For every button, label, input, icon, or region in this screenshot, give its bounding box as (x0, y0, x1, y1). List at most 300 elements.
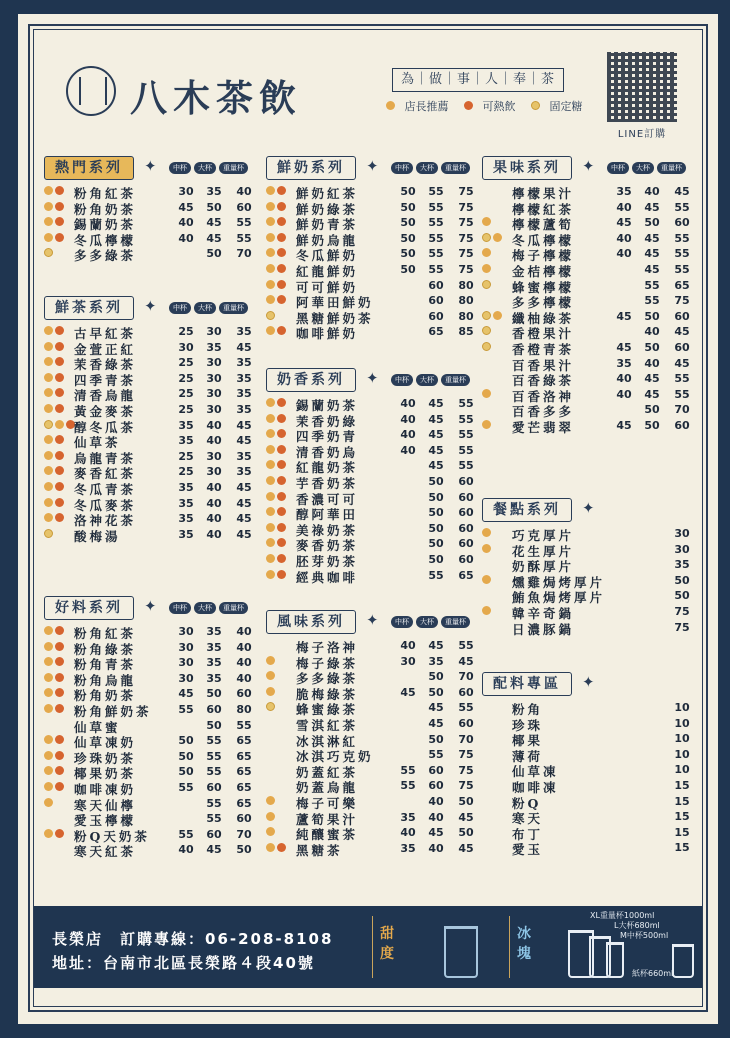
item-price-l: 45 (428, 716, 444, 730)
menu-item[interactable] (266, 810, 474, 827)
menu-item[interactable] (266, 309, 474, 326)
hot-icon (55, 642, 64, 651)
item-icons (266, 570, 294, 585)
item-price-m: 25 (178, 387, 194, 401)
menu-item[interactable] (44, 464, 252, 482)
menu-item[interactable] (482, 840, 690, 858)
recommend-icon (266, 248, 275, 257)
item-price-xl: 55 (674, 372, 690, 386)
size-header-m: 中杯 (169, 162, 191, 174)
item-price-l: 50 (206, 687, 222, 701)
menu-item[interactable] (266, 685, 474, 702)
menu-item[interactable] (44, 231, 252, 248)
menu-section (482, 672, 690, 858)
item-price-xl: 75 (458, 748, 474, 762)
recommend-icon (44, 202, 53, 211)
item-price-xl: 50 (458, 794, 474, 808)
item-price-xl: 75 (458, 779, 474, 793)
item-name: 冰淇巧克奶 (296, 749, 374, 765)
item-name: 錫蘭奶茶 (296, 398, 359, 413)
item-price-m: 45 (178, 200, 194, 214)
menu-item[interactable] (266, 184, 474, 201)
menu-item[interactable] (266, 568, 474, 585)
item-price-m: 55 (178, 780, 194, 794)
recommend-icon (44, 782, 53, 791)
item-price-xl: 75 (458, 216, 474, 230)
menu-item[interactable] (266, 231, 474, 248)
menu-item[interactable] (266, 443, 474, 460)
menu-item[interactable] (482, 402, 690, 420)
menu-item[interactable] (44, 511, 252, 529)
size-header-m: 中杯 (391, 616, 413, 628)
menu-item[interactable] (44, 496, 252, 513)
size-header-l: 大杯 (194, 162, 216, 174)
item-price-l: 50 (428, 490, 444, 504)
menu-item[interactable] (266, 700, 474, 718)
item-price-m: 40 (178, 843, 194, 857)
menu-section (44, 156, 252, 264)
recommend-icon (266, 280, 275, 289)
menu-item[interactable] (482, 340, 690, 357)
item-price-xl: 65 (236, 734, 252, 748)
item-price-xl: 70 (458, 670, 474, 684)
hot-icon (277, 248, 286, 257)
menu-item[interactable] (44, 764, 252, 782)
item-name: 咖啡凍 (512, 779, 559, 795)
menu-item[interactable] (482, 809, 690, 827)
menu-item[interactable] (482, 700, 690, 717)
item-price-l: 60 (428, 294, 444, 308)
item-name: 鮮奶綠茶 (296, 201, 359, 217)
item-price-xl: 60 (674, 340, 690, 354)
menu-item[interactable] (482, 215, 690, 233)
item-price-xl: 35 (236, 402, 252, 416)
item-name: 寒天紅茶 (74, 844, 137, 860)
item-name: 仙草蜜 (74, 719, 121, 735)
menu-item[interactable] (266, 458, 474, 476)
menu-item[interactable] (44, 480, 252, 497)
menu-item[interactable] (44, 780, 252, 797)
item-price-m: 50 (178, 734, 194, 748)
hot-icon (277, 523, 286, 532)
item-price-l: 40 (206, 527, 222, 541)
item-price-m: 40 (178, 231, 194, 245)
menu-item[interactable] (44, 811, 252, 829)
hot-icon (277, 217, 286, 226)
section-title: 好料系列 (44, 596, 134, 620)
menu-item[interactable] (266, 215, 474, 233)
section-header (482, 672, 687, 696)
hot-icon (55, 482, 64, 491)
menu-item[interactable] (482, 604, 690, 621)
recommend-icon (266, 656, 275, 665)
item-name: 粉角紅茶 (74, 626, 137, 641)
item-price-xl: 65 (458, 568, 474, 582)
section-title: 風味系列 (266, 610, 356, 634)
menu-item[interactable] (44, 702, 252, 719)
size-headers (166, 162, 248, 174)
menu-item[interactable] (482, 418, 690, 435)
item-price-xl: 55 (236, 231, 252, 245)
hot-icon (55, 735, 64, 744)
menu-item[interactable] (44, 842, 252, 860)
item-name: 檸檬蘆筍 (512, 217, 575, 233)
menu-item[interactable] (482, 747, 690, 764)
recommend-icon (266, 570, 275, 579)
hot-icon (55, 342, 64, 351)
item-price-l: 40 (644, 325, 660, 339)
item-name: 粉角紅茶 (74, 186, 137, 201)
menu-item[interactable] (482, 620, 690, 637)
item-name: 花生厚片 (512, 543, 575, 559)
item-price-xl: 60 (236, 200, 252, 214)
item-price-xl: 60 (674, 216, 690, 230)
recommend-icon (266, 492, 275, 501)
item-name: 奶蓋紅茶 (296, 764, 359, 780)
menu-item[interactable] (44, 733, 252, 751)
menu-item[interactable] (44, 324, 252, 341)
item-name: 冰淇淋紅 (296, 733, 359, 749)
item-price-xl: 70 (674, 403, 690, 417)
menu-item[interactable] (482, 184, 690, 201)
menu-item[interactable] (266, 505, 474, 523)
hot-icon (277, 476, 286, 485)
fixed-sugar-icon (44, 529, 53, 538)
item-price-m: 35 (178, 512, 194, 526)
menu-item[interactable] (482, 542, 690, 559)
recommend-icon (266, 476, 275, 485)
item-name: 椰果 (512, 733, 544, 749)
menu-item[interactable] (266, 778, 474, 796)
item-price-l: 60 (206, 780, 222, 794)
menu-item[interactable] (482, 371, 690, 389)
menu-item[interactable] (44, 246, 252, 264)
item-price-l: 45 (644, 372, 660, 386)
size-headers (388, 162, 470, 174)
menu-item[interactable] (266, 716, 474, 733)
item-price-l: 50 (428, 685, 444, 699)
fixed-sugar-icon (266, 702, 275, 711)
menu-item[interactable] (266, 825, 474, 843)
item-price-xl: 70 (458, 732, 474, 746)
hot-icon (55, 326, 64, 335)
item-price-xl: 45 (674, 185, 690, 198)
item-price-l: 50 (428, 474, 444, 488)
item-name: 四季青茶 (74, 372, 137, 388)
menu-item[interactable] (266, 200, 474, 217)
recommend-icon (482, 575, 491, 584)
menu-item[interactable] (44, 655, 252, 673)
menu-item[interactable] (44, 355, 252, 373)
item-price-l: 40 (644, 185, 660, 198)
ice-label: 冰塊 (517, 926, 531, 962)
menu-item[interactable] (44, 371, 252, 388)
recommend-icon (44, 342, 53, 351)
item-price-m: 40 (616, 200, 632, 214)
hot-icon (55, 513, 64, 522)
item-price-m: 30 (178, 625, 194, 638)
menu-section (266, 156, 474, 342)
item-price-m: 45 (616, 216, 632, 230)
item-name: 麥香紅茶 (74, 466, 137, 482)
item-name: 愛玉 (512, 842, 544, 858)
menu-item[interactable] (482, 731, 690, 749)
m-cup-icon (606, 942, 624, 978)
hot-icon (55, 388, 64, 397)
item-price-xl: 55 (458, 397, 474, 410)
menu-item[interactable] (482, 356, 690, 373)
item-price-l: 50 (206, 718, 222, 732)
section-header (44, 596, 249, 620)
section-header (266, 368, 471, 392)
menu-item[interactable] (482, 794, 690, 811)
item-price-l: 55 (206, 765, 222, 779)
item-price-m: 25 (178, 449, 194, 463)
menu-section (482, 498, 690, 637)
item-name: 多多檸檬 (512, 295, 575, 311)
menu-item[interactable] (44, 184, 252, 201)
menu-item[interactable] (44, 433, 252, 451)
size-xl-label: XL重量杯1000ml (590, 911, 655, 920)
fixed-sugar-icon (531, 101, 540, 110)
item-name: 香濃可可 (296, 491, 359, 507)
menu-item[interactable] (482, 778, 690, 795)
recommend-icon (44, 673, 53, 682)
menu-item[interactable] (266, 278, 474, 295)
item-price-xl: 80 (458, 278, 474, 292)
menu-item[interactable] (266, 732, 474, 749)
hot-icon (55, 435, 64, 444)
size-headers (388, 616, 470, 628)
menu-item[interactable] (482, 825, 690, 842)
item-price-l: 45 (644, 231, 660, 245)
item-price-m: 45 (616, 340, 632, 354)
item-price-xl: 60 (458, 552, 474, 566)
item-price-xl: 45 (236, 434, 252, 448)
item-name: 布丁 (512, 826, 544, 842)
item-price-xl: 45 (458, 654, 474, 668)
menu-item[interactable] (266, 669, 474, 687)
item-price-xl: 15 (674, 794, 690, 808)
legend-hot: 可熱飲 (482, 100, 516, 113)
recommend-icon (386, 101, 395, 110)
item-name: 黑糖鮮奶茶 (296, 310, 374, 326)
menu-item[interactable] (266, 324, 474, 342)
item-name: 雪淇紅茶 (296, 717, 359, 733)
item-price-m: 35 (178, 480, 194, 494)
hot-icon (55, 626, 64, 635)
menu-item[interactable] (266, 747, 474, 765)
recommend-icon (44, 326, 53, 335)
menu-item[interactable] (482, 278, 690, 295)
menu-item[interactable] (482, 246, 690, 264)
item-name: 仙草凍奶 (74, 735, 137, 751)
menu-item[interactable] (44, 215, 252, 233)
hot-icon (55, 404, 64, 413)
menu-item[interactable] (44, 527, 252, 544)
menu-item[interactable] (266, 246, 474, 264)
store-phone[interactable]: 長榮店 訂購專線：06-208-8108 (52, 930, 334, 948)
menu-item[interactable] (44, 686, 252, 704)
item-name: 薄荷 (512, 748, 544, 764)
qr-label: LINE訂購 (617, 129, 667, 140)
hot-icon (464, 101, 473, 110)
menu-item[interactable] (482, 762, 690, 780)
menu-item[interactable] (44, 749, 252, 766)
menu-item[interactable] (44, 718, 252, 735)
recommend-icon (44, 466, 53, 475)
menu-item[interactable] (482, 588, 690, 606)
item-price-l: 30 (206, 371, 222, 385)
recommend-icon (266, 554, 275, 563)
menu-item[interactable] (482, 557, 690, 575)
size-header-m: 中杯 (391, 374, 413, 386)
item-price-l: 40 (206, 434, 222, 448)
recommend-icon (44, 766, 53, 775)
hot-icon (277, 295, 286, 304)
recommend-icon (493, 311, 502, 320)
item-price-xl: 65 (674, 278, 690, 292)
item-price-m: 40 (616, 247, 632, 261)
menu-item[interactable] (44, 827, 252, 844)
menu-item[interactable] (482, 387, 690, 404)
item-name: 醇阿華田 (296, 507, 359, 523)
item-icons (266, 326, 294, 341)
menu-item[interactable] (482, 262, 690, 279)
item-price-xl: 55 (458, 459, 474, 473)
item-name: 多多綠茶 (296, 671, 359, 687)
menu-item[interactable] (482, 309, 690, 326)
menu-item[interactable] (482, 200, 690, 217)
item-price-m: 55 (400, 763, 416, 777)
item-price-xl: 40 (236, 625, 252, 638)
line-qr-code[interactable] (607, 52, 677, 122)
sweetness-label: 甜度 (380, 926, 394, 962)
menu-item[interactable] (44, 640, 252, 657)
menu-item[interactable] (44, 200, 252, 217)
size-l-label: L大杯680ml (614, 921, 660, 930)
item-price-l: 40 (206, 496, 222, 510)
menu-item[interactable] (482, 526, 690, 543)
brand-name: 八木茶飲 (130, 76, 302, 120)
item-price-m: 35 (616, 356, 632, 370)
menu-item[interactable] (266, 552, 474, 569)
item-name: 茉香奶綠 (296, 413, 359, 429)
size-header-l: 大杯 (416, 616, 438, 628)
menu-item[interactable] (44, 340, 252, 357)
item-price-xl: 55 (674, 200, 690, 214)
item-name: 鮮奶烏龍 (296, 232, 359, 248)
item-name: 日濃豚鍋 (512, 621, 575, 637)
hot-icon (55, 498, 64, 507)
menu-item[interactable] (266, 427, 474, 445)
item-name: 麥香奶茶 (296, 538, 359, 554)
menu-item[interactable] (266, 536, 474, 554)
item-price-m: 30 (400, 654, 416, 668)
item-price-xl: 60 (458, 521, 474, 535)
item-price-l: 55 (428, 216, 444, 230)
item-price-xl: 30 (674, 527, 690, 540)
section-header (482, 498, 687, 522)
menu-item[interactable] (482, 324, 690, 342)
section-header (44, 156, 249, 180)
item-name: 檸檬紅茶 (512, 201, 575, 217)
item-price-xl: 55 (674, 247, 690, 261)
menu-item[interactable] (266, 490, 474, 507)
menu-item[interactable] (482, 716, 690, 733)
menu-item[interactable] (266, 293, 474, 311)
hot-icon (277, 202, 286, 211)
hot-icon (277, 570, 286, 579)
size-header-xl: 重量杯 (219, 602, 248, 614)
menu-item[interactable] (266, 841, 474, 858)
item-price-xl: 10 (674, 716, 690, 730)
item-name: 茉香綠茶 (74, 357, 137, 373)
item-price-l: 45 (428, 428, 444, 442)
item-price-m: 40 (616, 387, 632, 401)
fixed-sugar-icon (482, 326, 491, 335)
menu-item[interactable] (44, 796, 252, 813)
menu-item[interactable] (266, 638, 474, 655)
recommend-icon (266, 398, 275, 407)
menu-item[interactable] (266, 396, 474, 413)
menu-item[interactable] (482, 573, 690, 590)
menu-item[interactable] (266, 794, 474, 811)
item-price-xl: 10 (674, 701, 690, 714)
item-price-xl: 45 (236, 418, 252, 432)
item-price-xl: 60 (458, 474, 474, 488)
recommend-icon (44, 186, 53, 195)
item-price-l: 50 (644, 403, 660, 417)
item-price-m: 50 (400, 231, 416, 245)
recommend-icon (266, 202, 275, 211)
item-price-l: 45 (428, 826, 444, 840)
hot-icon (55, 186, 64, 195)
menu-item[interactable] (482, 231, 690, 248)
hot-icon (55, 829, 64, 838)
hot-icon (55, 751, 64, 760)
item-price-xl: 40 (236, 640, 252, 654)
menu-item[interactable] (44, 449, 252, 466)
menu-item[interactable] (266, 763, 474, 780)
menu-item[interactable] (44, 671, 252, 688)
item-price-l: 60 (428, 278, 444, 292)
menu-item[interactable] (44, 386, 252, 404)
menu-item[interactable] (44, 624, 252, 641)
item-icons (44, 529, 72, 544)
menu-section (266, 610, 474, 858)
recommend-icon (266, 414, 275, 423)
item-name: 多多綠茶 (74, 248, 137, 264)
menu-item[interactable] (44, 418, 252, 435)
item-price-xl: 75 (458, 185, 474, 198)
recommend-icon (266, 445, 275, 454)
item-price-xl: 15 (674, 778, 690, 792)
hot-icon (277, 414, 286, 423)
menu-item[interactable] (266, 412, 474, 429)
size-headers (166, 602, 248, 614)
menu-item[interactable] (44, 402, 252, 419)
size-headers (604, 162, 686, 174)
menu-item[interactable] (266, 521, 474, 538)
item-price-xl: 60 (236, 812, 252, 826)
menu-item[interactable] (266, 474, 474, 491)
item-name: 愛玉檸檬 (74, 813, 137, 829)
menu-item[interactable] (482, 293, 690, 311)
item-price-l: 45 (428, 397, 444, 410)
menu-item[interactable] (266, 262, 474, 279)
menu-item[interactable] (266, 654, 474, 671)
